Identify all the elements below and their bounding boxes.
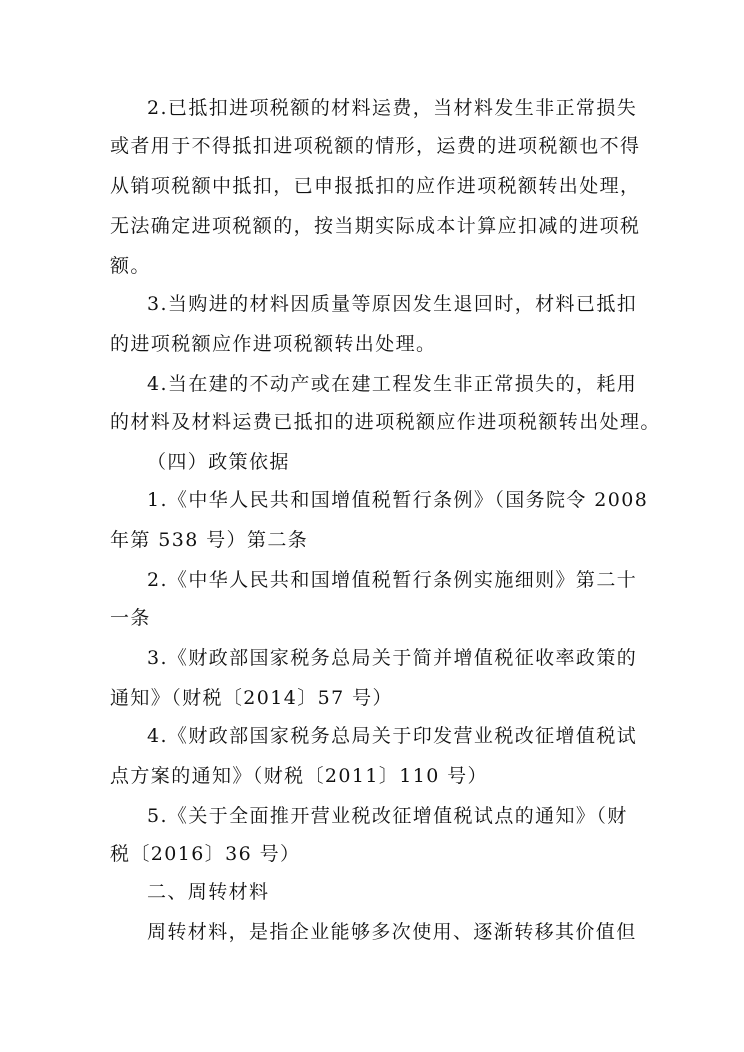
paragraph-line: 点方案的通知》（财税〔2011〕110 号） (110, 765, 488, 787)
paragraph-line: 5.《关于全面推开营业税改征增值税试点的通知》（财 (147, 805, 628, 827)
paragraph-line: 无法确定进项税额的，按当期实际成本计算应扣减的进项税 (110, 215, 641, 237)
paragraph-line: 4.当在建的不动产或在建工程发生非正常损失的，耗用 (147, 373, 638, 395)
paragraph-line: 从销项税额中抵扣，已申报抵扣的应作进项税额转出处理， (110, 175, 641, 197)
paragraph-line: 周转材料，是指企业能够多次使用、逐渐转移其价值但 (147, 921, 637, 943)
paragraph-line: 4.《财政部国家税务总局关于印发营业税改征增值税试 (147, 725, 638, 747)
paragraph-line: 税〔2016〕36 号） (110, 843, 301, 865)
paragraph-line: 1.《中华人民共和国增值税暂行条例》（国务院令 2008 (147, 489, 649, 511)
paragraph-line: 一条 (110, 607, 151, 629)
paragraph-line: 年第 538 号）第二条 (110, 529, 309, 551)
paragraph-line: 通知》（财税〔2014〕57 号） (110, 687, 393, 709)
paragraph-line: 3.当购进的材料因质量等原因发生退回时，材料已抵扣 (147, 293, 638, 315)
section-heading: （四）政策依据 (147, 451, 290, 473)
paragraph-line: 的材料及材料运费已抵扣的进项税额应作进项税额转出处理。 (110, 411, 661, 433)
paragraph-line: 或者用于不得抵扣进项税额的情形，运费的进项税额也不得 (110, 135, 641, 157)
paragraph-line: 2.已抵扣进项税额的材料运费，当材料发生非正常损失 (147, 97, 638, 119)
paragraph-line: 2.《中华人民共和国增值税暂行条例实施细则》第二十 (147, 569, 638, 591)
paragraph-line: 3.《财政部国家税务总局关于简并增值税征收率政策的 (147, 647, 638, 669)
section-heading: 二、周转材料 (147, 881, 270, 903)
paragraph-line: 额。 (110, 255, 151, 277)
paragraph-line: 的进项税额应作进项税额转出处理。 (110, 333, 437, 355)
